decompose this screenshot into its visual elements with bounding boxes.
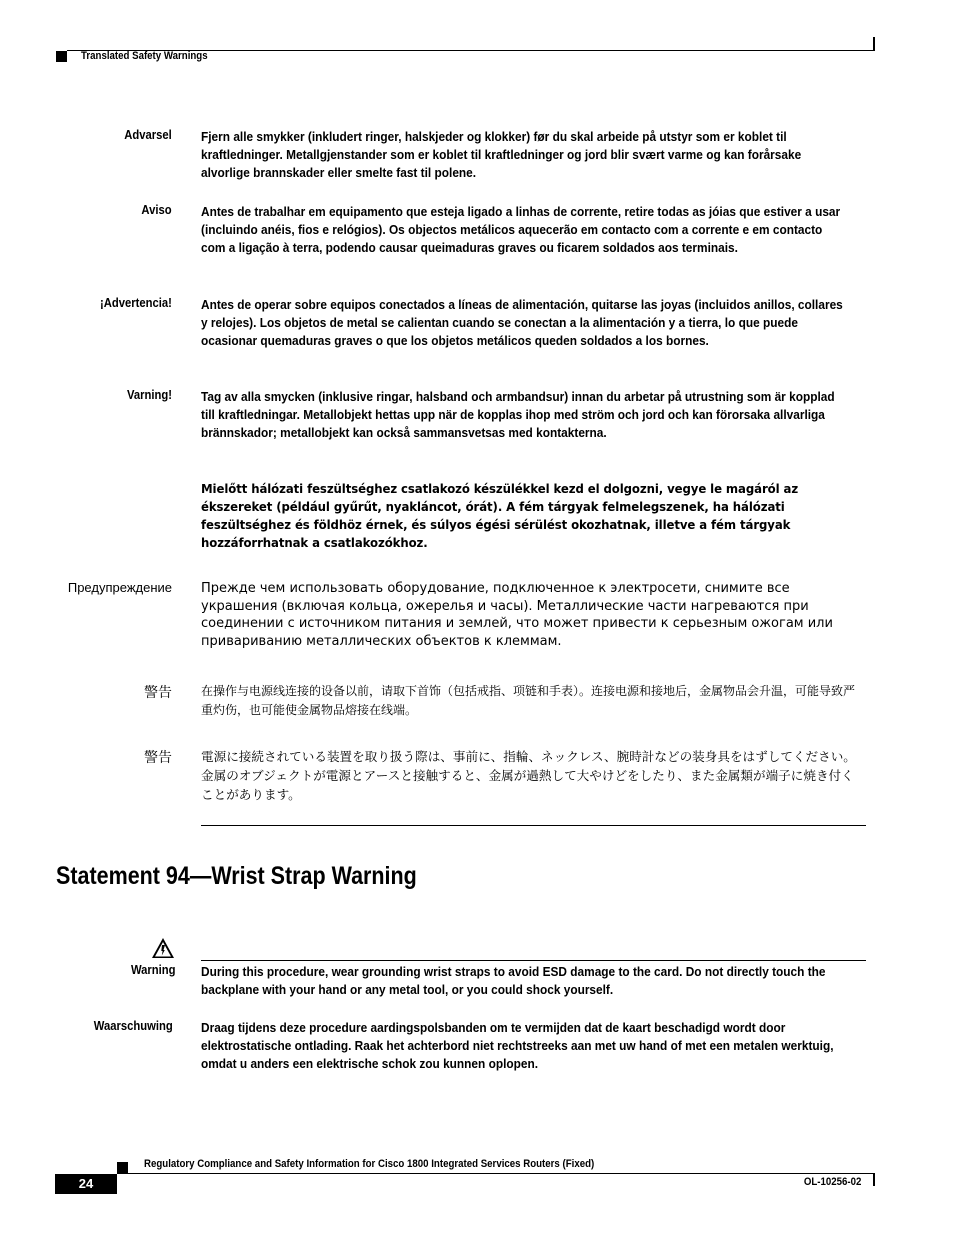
- footer-rule: [117, 1173, 875, 1174]
- footer-tick: [873, 1174, 875, 1186]
- warning-label: Waarschuwing: [94, 1019, 173, 1033]
- warning-label: ¡Advertencia!: [100, 296, 172, 310]
- warning-label: Advarsel: [124, 128, 172, 142]
- header-tick: [873, 37, 875, 51]
- running-header: Translated Safety Warnings: [81, 50, 208, 62]
- warning-text: Draag tijdens deze procedure aardingspolsbanden om te vermijden dat de kaart beschadigd wordt door elektrostatische ontlading. Raak het achterbord niet rechtstreeks aan met uw hand of met een metalen werktuig, omdat u anders een elektrische schok zou kunnen oplopen.: [201, 1020, 834, 1071]
- warning-text: Antes de trabalhar em equipamento que esteja ligado a linhas de corrente, retire todas as jóias que estiver a usar (incluindo anéis, fios e relógios). Os objectos metálicos aquecerão em contacto com a corrente e em contacto com a ligação à terra, podendo causar queimaduras graves ou ficarem soldados aos terminais.: [201, 204, 841, 255]
- warning-text: Tag av alla smycken (inklusive ringar, halsband och armbandsur) innan du arbetar på utrustning som är kopplad till kraftledningar. Metallobjekt hettas upp när de kopplas ihop med ström och jord och kan förorsaka allvarliga brännskador; metallobjekt kan också sammansvetsas med kontakterna.: [201, 389, 835, 440]
- warning-label: Warning: [131, 963, 176, 977]
- warning-text: 電源に接続されている装置を取り扱う際は、事前に、指輪、ネックレス、腕時計などの装身具をはずしてください。金属のオブジェクトが電源とアースと接触すると、金属が過熱して大やけどをしたり、また金属類が端子に焼き付くことがあります。: [201, 749, 856, 802]
- footer-marker: [117, 1162, 128, 1173]
- warning-triangle-icon: [151, 937, 175, 959]
- section-title: Statement 94—Wrist Strap Warning: [56, 862, 417, 890]
- warning-label: Varning!: [126, 388, 172, 402]
- header-marker: [56, 51, 67, 62]
- warning-label: 警告: [144, 750, 172, 766]
- warning-label: 警告: [144, 685, 172, 701]
- statement-end-rule: [201, 825, 866, 826]
- warning-text: Прежде чем использовать оборудование, подключенное к электросети, снимите все украшения (включая кольца, ожерелья и часы). Металлические части нагреваются при соединении с источником питания и землей, что может привести к серьезным ожогам или привариванию металлических объектов к клеммам.: [201, 581, 833, 649]
- warning-label: Aviso: [141, 203, 172, 217]
- warning-text: Mielőtt hálózati feszültséghez csatlakozó készülékkel kezd el dolgozni, vegye le magáról az ékszereket (például gyűrűt, nyakláncot, órát). A fém tárgyak felmelegszenek, ha hálózati feszültséghez és földhöz érnek, és súlyos égési sérülést okozhatnak, illetve a fém tárgyak hozzáforrhatnak a csatlakozókhoz.: [201, 481, 799, 550]
- warning-text: 在操作与电源线连接的设备以前，请取下首饰（包括戒指、项链和手表）。连接电源和接地后，金属物品会升温，可能导致严重灼伤，也可能使金属物品熔接在线端。: [201, 684, 856, 717]
- warning-label: Предупреждение: [67, 580, 172, 595]
- warning-text: During this procedure, wear grounding wrist straps to avoid ESD damage to the card. Do not directly touch the backplane with your hand or any metal tool, or you could shock yourself.: [201, 964, 826, 997]
- warning-text: Fjern alle smykker (inkludert ringer, halskjeder og klokker) før du skal arbeide på utstyr som er koblet til kraftledninger. Metallgjenstander som er koblet til kraftledninger og jord blir svært varme og kan forårsake alvorlige brannskader eller smelte fast til polene.: [201, 129, 802, 180]
- document-number: OL-10256-02: [803, 1176, 861, 1188]
- warning-text: Antes de operar sobre equipos conectados a líneas de alimentación, quitarse las joyas (incluidos anillos, collares y relojes). Los objetos de metal se calientan cuando se conectan a la alimentación y a tierra, lo que puede ocasionar quemaduras graves o que los objetos metálicos queden soldados a los bornes.: [201, 297, 843, 348]
- footer-title: Regulatory Compliance and Safety Information for Cisco 1800 Integrated Services Routers (Fixed): [144, 1158, 595, 1170]
- warning-rule: [201, 960, 866, 961]
- page-number: 24: [55, 1174, 117, 1194]
